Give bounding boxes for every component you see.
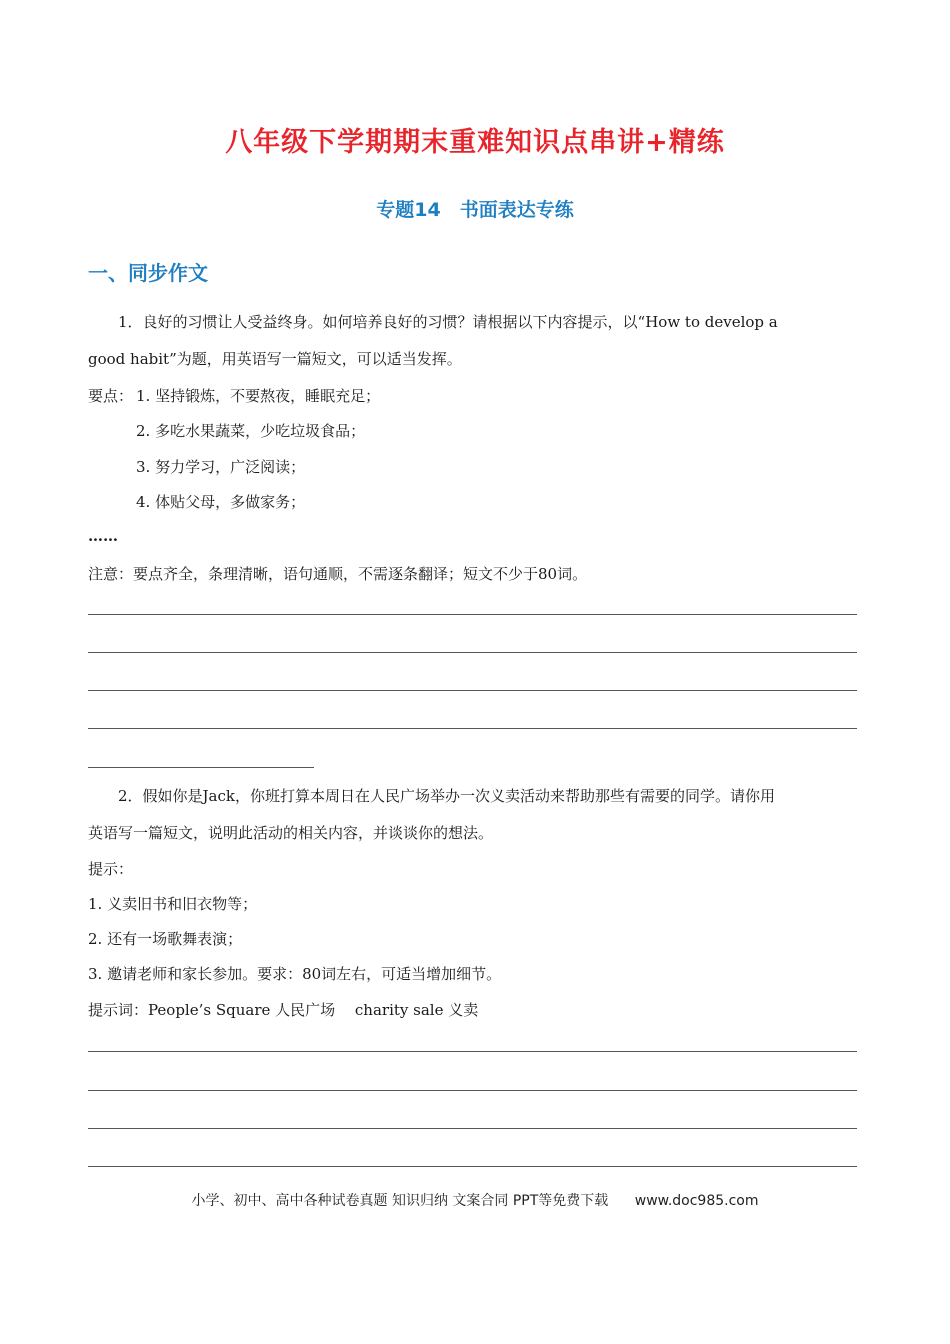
q2-hint-1: 1. 义卖旧书和旧衣物等； xyxy=(88,895,258,913)
answer-line[interactable] xyxy=(88,1090,857,1091)
q2-vocab: 提示词：People’s Square 人民广场 charity sale 义卖 xyxy=(88,1001,479,1019)
answer-line[interactable] xyxy=(88,690,857,691)
q2-hint-label: 提示： xyxy=(88,860,134,878)
q1-prompt-line-2: good habit”为题，用英语写一篇短文，可以适当发挥。 xyxy=(88,350,462,368)
answer-line[interactable] xyxy=(88,1166,857,1167)
page-title: 八年级下学期期末重难知识点串讲+精练 xyxy=(225,127,725,158)
topic-subtitle: 专题14 书面表达专练 xyxy=(376,199,574,221)
q1-note: 注意：要点齐全，条理清晰，语句通顺，不需逐条翻译；短文不少于80词。 xyxy=(88,565,588,583)
q2-hint-3: 3. 邀请老师和家长参加。要求：80词左右，可适当增加细节。 xyxy=(88,965,502,983)
q1-point-2: 2. 多吃水果蔬菜，少吃垃圾食品； xyxy=(136,422,366,440)
q1-points-label: 要点： xyxy=(88,387,134,405)
q1-point-3: 3. 努力学习，广泛阅读； xyxy=(136,458,306,476)
q2-prompt-line-2: 英语写一篇短文，说明此活动的相关内容，并谈谈你的想法。 xyxy=(88,824,494,842)
answer-line[interactable] xyxy=(88,1128,857,1129)
section-heading: 一、同步作文 xyxy=(88,261,208,285)
q1-point-1: 1. 坚持锻炼，不要熬夜，睡眠充足； xyxy=(136,387,381,405)
answer-line[interactable] xyxy=(88,1051,857,1052)
footer-text: 小学、初中、高中各种试卷真题 知识归纳 文案合同 PPT等免费下载 xyxy=(191,1193,609,1209)
q2-prompt-line-1: 2．假如你是Jack，你班打算本周日在人民广场举办一次义卖活动来帮助那些有需要的同学。请你用 xyxy=(118,787,775,805)
q1-ellipsis: …… xyxy=(88,527,118,545)
q1-prompt-line-1: 1．良好的习惯让人受益终身。如何培养良好的习惯？请根据以下内容提示，以“How to develop a xyxy=(118,313,778,331)
footer-site-link[interactable]: www.doc985.com xyxy=(634,1193,759,1209)
answer-line[interactable] xyxy=(88,767,314,768)
answer-line[interactable] xyxy=(88,614,857,615)
q1-point-4: 4. 体贴父母，多做家务； xyxy=(136,493,306,511)
page-footer xyxy=(0,1190,950,1210)
answer-line[interactable] xyxy=(88,728,857,729)
q2-hint-2: 2. 还有一场歌舞表演； xyxy=(88,930,243,948)
answer-line[interactable] xyxy=(88,652,857,653)
